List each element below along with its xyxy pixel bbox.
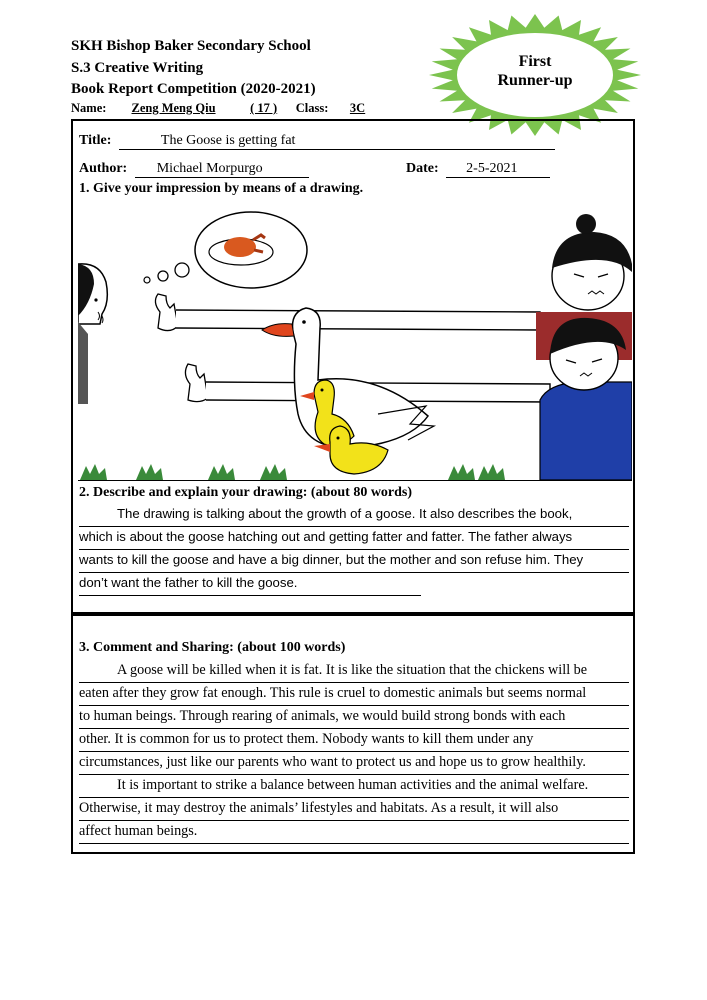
student-name: Zeng Meng Qiu [131, 101, 216, 115]
name-line [71, 101, 384, 116]
author-row [79, 161, 309, 178]
award-line-1: First [518, 53, 552, 70]
impression-drawing [78, 204, 632, 480]
q3-line: Otherwise, it may destroy the animals’ lifestyles and habitats. As a result, it will also [79, 798, 629, 821]
question-3: 3. Comment and Sharing: (about 100 words) [79, 640, 346, 655]
grass-icon [80, 464, 505, 480]
date-label: Date: [406, 161, 439, 176]
q3-line: It is important to strike a balance between human activities and the animal welfare. [79, 775, 629, 798]
name-label: Name: [71, 101, 107, 115]
q2-line: wants to kill the goose and have a big dinner, but the mother and son refuse him. They [79, 550, 629, 573]
question-1: 1. Give your impression by means of a drawing. [79, 181, 364, 196]
class-label: Class: [295, 101, 329, 115]
q3-line: to human beings. Through rearing of animals, we would build strong bonds with each [79, 706, 629, 729]
person-icon [540, 318, 632, 480]
q3-answer [79, 660, 629, 844]
q3-line: other. It is common for us to protect them. Nobody wants to kill them under any [79, 729, 629, 752]
book-title: The Goose is getting fat [119, 133, 555, 150]
author-label: Author: [79, 161, 128, 176]
school-name: SKH Bishop Baker Secondary School [71, 38, 311, 54]
q2-line: which is about the goose hatching out and getting fatter and fatter. The father always [79, 527, 629, 550]
report-box-2 [71, 614, 635, 854]
book-author: Michael Morpurgo [135, 161, 309, 178]
q2-answer [79, 504, 629, 596]
report-date: 2-5-2021 [446, 161, 550, 178]
q3-line: affect human beings. [79, 821, 629, 844]
hand-icon [155, 294, 540, 331]
q2-line: The drawing is talking about the growth of a goose. It also describes the book, [79, 504, 629, 527]
student-class: 3C [349, 101, 366, 115]
title-row [79, 133, 555, 150]
award-badge-text [428, 52, 642, 90]
person-icon [78, 264, 107, 404]
question-2: 2. Describe and explain your drawing: (about 80 words) [79, 485, 413, 500]
q3-line: eaten after they grow fat enough. This rule is cruel to domestic animals but seems normal [79, 683, 629, 706]
date-row [406, 161, 550, 178]
title-label: Title: [79, 133, 112, 148]
q3-line: circumstances, just like our parents who want to protect us and hope us to grow healthily. [79, 752, 629, 775]
drawing-divider [78, 480, 632, 481]
student-number: ( 17 ) [250, 101, 278, 115]
q3-line: A goose will be killed when it is fat. It is like the situation that the chickens will be [79, 660, 629, 683]
report-box-1 [71, 119, 635, 614]
award-line-2: Runner-up [497, 72, 573, 89]
q2-line: don’t want the father to kill the goose. [79, 573, 421, 596]
competition-title: Book Report Competition (2020-2021) [71, 81, 316, 97]
subject-title: S.3 Creative Writing [71, 60, 204, 76]
